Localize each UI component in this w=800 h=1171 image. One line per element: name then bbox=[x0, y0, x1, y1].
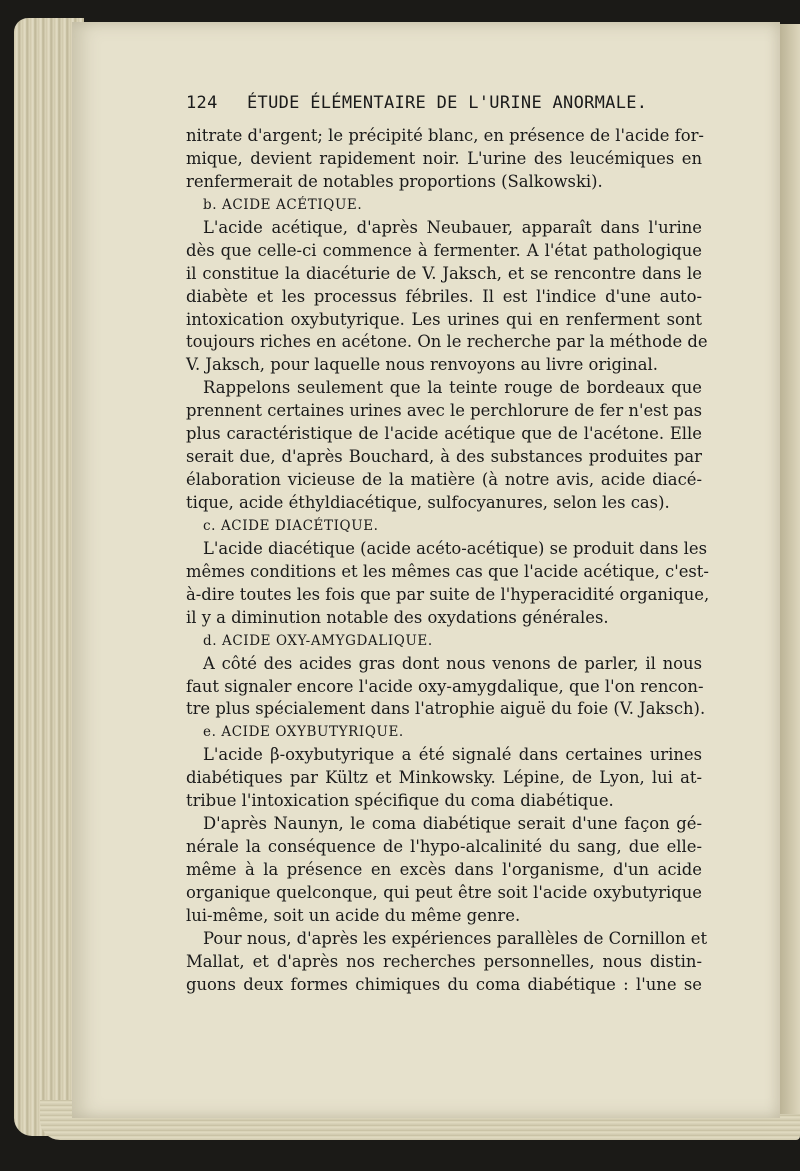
text-line: diabète et les processus fébriles. Il est l'indice d'une auto- bbox=[186, 286, 702, 306]
body-text bbox=[186, 125, 710, 997]
text-line: toujours riches en acétone. On le recherche par la méthode de bbox=[186, 332, 708, 352]
section-heading: d. ACIDE OXY-AMYGDALIQUE. bbox=[203, 632, 433, 649]
text-line: organique quelconque, qui peut être soit l'acide oxybutyrique bbox=[186, 882, 702, 902]
section-heading: b. ACIDE ACÉTIQUE. bbox=[203, 196, 363, 213]
text-line: dès que celle-ci commence à fermenter. A l'état pathologique bbox=[186, 240, 702, 260]
running-title: ÉTUDE ÉLÉMENTAIRE DE L'URINE ANORMALE. bbox=[247, 93, 648, 113]
text-line: lui-même, soit un acide du même genre. bbox=[186, 905, 521, 925]
text-line: prennent certaines urines avec le perchlorure de fer n'est pas bbox=[186, 401, 703, 421]
text-line: il y a diminution notable des oxydations générales. bbox=[186, 607, 609, 627]
text-line: D'après Naunyn, le coma diabétique serait d'une façon gé- bbox=[203, 814, 702, 834]
section-heading: c. ACIDE DIACÉTIQUE. bbox=[203, 517, 379, 534]
text-line: tribue l'intoxication spécifique du coma diabétique. bbox=[186, 791, 614, 811]
text-line: même à la présence en excès dans l'organisme, d'un acide bbox=[186, 860, 702, 879]
text-line: tique, acide éthyldiacétique, sulfocyanures, selon les cas). bbox=[186, 493, 670, 512]
text-line: L'acide diacétique (acide acéto-acétique) se produit dans les bbox=[203, 538, 708, 558]
text-line: nérale la conséquence de l'hypo-alcalinité du sang, due elle- bbox=[186, 837, 702, 857]
text-line: A côté des acides gras dont nous venons de parler, il nous bbox=[203, 653, 702, 673]
text-line: serait due, d'après Bouchard, à des substances produites par bbox=[186, 447, 702, 467]
text-line: nitrate d'argent; le précipité blanc, en présence de l'acide for- bbox=[186, 126, 704, 145]
section-heading: e. ACIDE OXYBUTYRIQUE. bbox=[203, 724, 404, 741]
text-line: élaboration vicieuse de la matière (à notre avis, acide diacé- bbox=[186, 470, 702, 490]
text-line: plus caractéristique de l'acide acétique que de l'acétone. Elle bbox=[186, 424, 702, 444]
text-line: mique, devient rapidement noir. L'urine des leucémiques en bbox=[186, 148, 702, 168]
text-line: à-dire toutes les fois que par suite de l'hyperacidité organique, bbox=[186, 584, 710, 604]
text-line: Mallat, et d'après nos recherches personnelles, nous distin- bbox=[186, 951, 702, 971]
text-line: diabétiques par Kültz et Minkowsky. Lépine, de Lyon, lui at- bbox=[186, 768, 702, 788]
text-line: intoxication oxybutyrique. Les urines qui en renferment sont bbox=[186, 309, 702, 329]
text-line: L'acide β-oxybutyrique a été signalé dans certaines urines bbox=[203, 745, 702, 765]
page-number: 124 bbox=[186, 93, 218, 113]
text-line: L'acide acétique, d'après Neubauer, apparaît dans l'urine bbox=[203, 217, 702, 237]
facing-page-edge bbox=[778, 24, 800, 1114]
text-line: tre plus spécialement dans l'atrophie aiguë du foie (V. Jaksch). bbox=[186, 699, 706, 719]
text-line: mêmes conditions et les mêmes cas que l'acide acétique, c'est- bbox=[186, 561, 709, 581]
text-line: faut signaler encore l'acide oxy-amygdalique, que l'on rencon- bbox=[186, 676, 704, 696]
text-line: V. Jaksch, pour laquelle nous renvoyons au livre original. bbox=[186, 355, 658, 375]
text-line: Pour nous, d'après les expériences parallèles de Cornillon et bbox=[203, 928, 708, 948]
text-line: guons deux formes chimiques du coma diabétique : l'une se bbox=[186, 974, 702, 994]
running-header bbox=[186, 93, 706, 119]
text-line: Rappelons seulement que la teinte rouge de bordeaux que bbox=[203, 378, 702, 398]
text-line: il constitue la diacéturie de V. Jaksch, et se rencontre dans le bbox=[186, 263, 702, 283]
text-line: renfermerait de notables proportions (Salkowski). bbox=[186, 171, 603, 191]
